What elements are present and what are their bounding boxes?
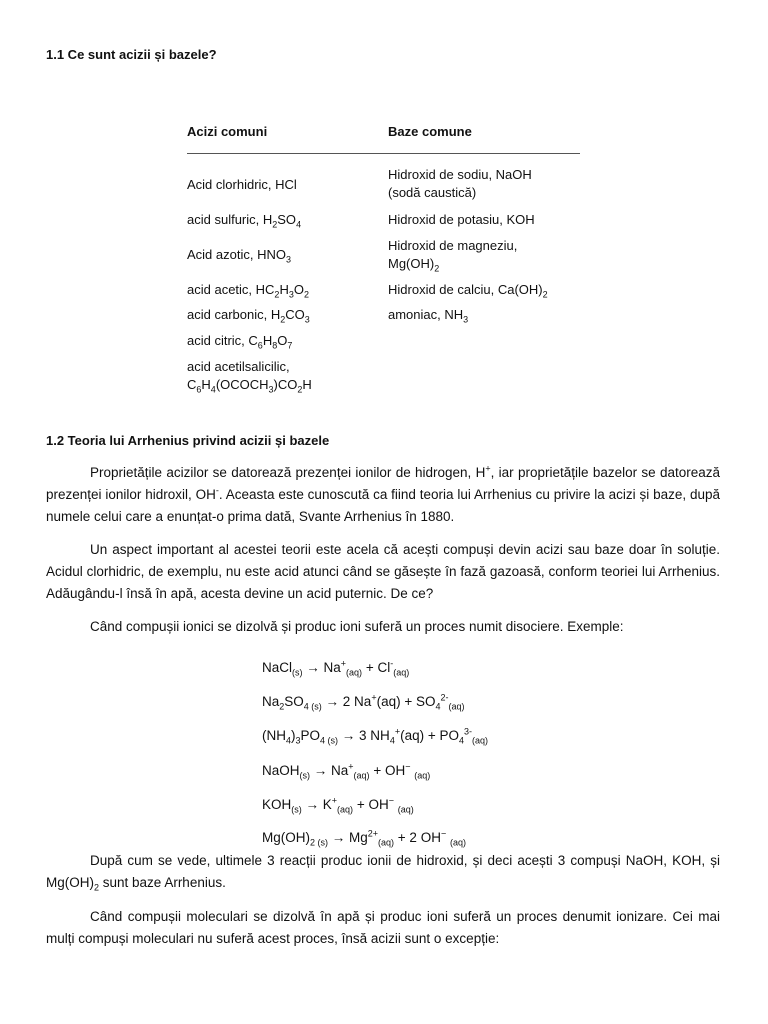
- base-cell: Hidroxid de calciu, $Ca(OH)_2$: [388, 282, 548, 300]
- equation: $Mg(OH)_{2 (s)} \to Mg^{2+}_{(aq)} + 2$ OH− $_{(aq)}$: [262, 828, 466, 848]
- equation: $(NH_4)_3PO_{4 (s)} \to 3$ $NH_4^+(aq) + PO_4^{3-}_{(aq)}$: [262, 726, 489, 746]
- base-cell: Hidroxid de magneziu, $Mg(OH)_2$: [388, 238, 518, 274]
- paragraph-text: Când compușii ionici se dizolvă și produc ioni suferă un proces numit disociere. Exemple:: [90, 619, 624, 634]
- base-cell: amoniac, $NH_3$: [388, 307, 469, 325]
- table-header-bases: Baze comune: [388, 124, 472, 139]
- paragraph: Un aspect important al acestei teorii este acela că acești compuși devin acizi sau baze doar în soluție. Acidul clorhidric, de exemplu, nu este acid atunci când se găsește în fază gazoasă, conform teoriei lui Arrhenius. Adăugându-l însă în apă, acesta devine un acid puternic. De ce?: [46, 542, 720, 601]
- equation: NaCl$_{(s)}$ → $Na^+_{(aq)} + Cl^-_{(aq)}$: [262, 658, 410, 678]
- acid-cell: acid carbonic, $H_2CO_3$: [187, 307, 310, 325]
- section-heading: 1.1 Ce sunt acizii și bazele?: [46, 47, 217, 62]
- base-cell: Hidroxid de potasiu, KOH: [388, 212, 535, 227]
- acid-cell: Acid clorhidric, HCl: [187, 177, 297, 192]
- acid-cell: acid acetic, $HC_2H_3O_2$: [187, 282, 309, 300]
- acid-cell: acid sulfuric, $H_2SO_4$: [187, 212, 302, 230]
- base-cell: Hidroxid de sodiu, NaOH (sodă caustică): [388, 167, 532, 200]
- paragraph: Proprietățile acizilor se datorează prezenței ionilor de hidrogen, H+, iar proprietățile bazelor se datorează prezenței ionilor hidroxil, OH-. Aceasta este cunoscută ca fiind teoria lui Arrhenius cu privire la acizi și baze, după numele celui care a enunțat-o prima dată, Svante Arrhenius în 1880.: [46, 463, 720, 524]
- acid-cell: Acid azotic, $HNO_3$: [187, 247, 291, 265]
- equation: $Na_2SO_{4 (s)} \to 2$ $Na^+(aq) + SO_4^{2-}_{(aq)}$: [262, 692, 465, 712]
- paragraph: [46, 616, 720, 638]
- acid-cell: acid citric, $C_6H_8O_7$: [187, 333, 293, 351]
- section-heading: 1.2 Teoria lui Arrhenius privind acizii și bazele: [46, 433, 330, 448]
- table-header-acids: Acizi comuni: [187, 124, 268, 139]
- paragraph: Când compușii moleculari se dizolvă în apă și produc ioni suferă un proces denumit ionizare. Cei mai mulți compuși moleculari nu suferă acest proces, însă acizii sunt o excepție:: [46, 909, 720, 946]
- equation: $KOH_{(s)} \to K^+_{(aq)} + OH^-$ $_{(aq)}$: [262, 795, 414, 815]
- equation: NaOH$_{(s)}$ → $Na^+_{(aq)} + OH^-$ $_{(aq)}$: [262, 761, 431, 781]
- table-divider: [187, 153, 580, 154]
- acid-cell: acid acetilsalicilic, $C_6H_4(OCOCH_3)CO_2H$: [187, 359, 312, 395]
- paragraph: După cum se vede, ultimele 3 reacții produc ionii de hidroxid, și deci acești 3 compuși NaOH, KOH, și $Mg(OH)_2$ sunt baze Arrhenius.: [46, 853, 720, 893]
